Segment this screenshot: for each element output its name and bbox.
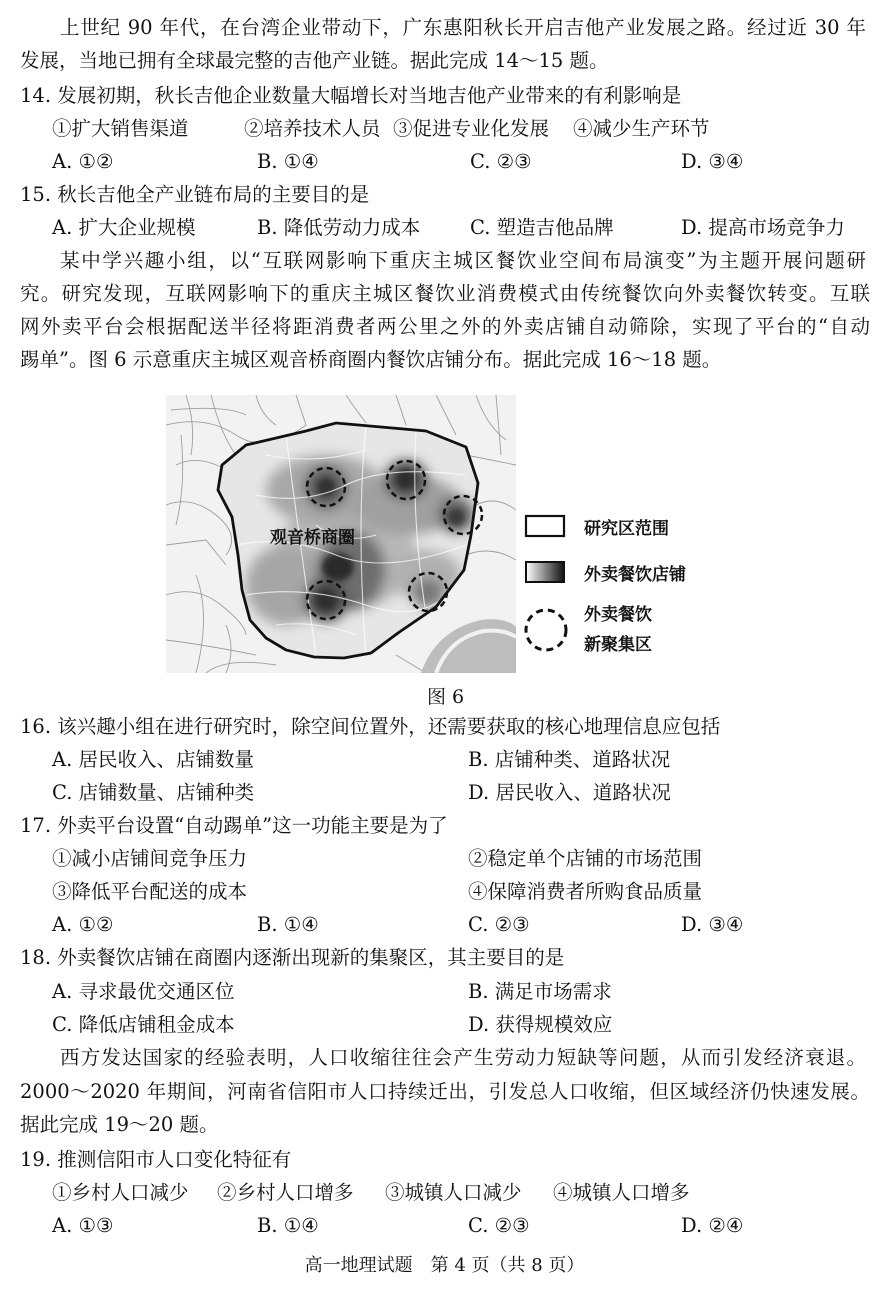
q17-item-1: ①减小店铺间竞争压力 <box>52 847 248 870</box>
intro-16-18-line2: 究。研究发现，互联网影响下的重庆主城区餐饮业消费模式由传统餐饮向外卖餐饮转变。互联 <box>20 282 870 305</box>
question-17-stem: 17. 外卖平台设置“自动踢单”这一功能主要是为了 <box>20 814 448 837</box>
figure-caption: 图 6 <box>427 686 465 708</box>
q14-option-a: A. ①② <box>52 150 114 173</box>
question-18-stem: 18. 外卖餐饮店铺在商圈内逐渐出现新的集聚区，其主要目的是 <box>20 946 565 969</box>
legend-takeaway-shop-icon <box>526 562 564 582</box>
q16-option-d: D. 居民收入、道路状况 <box>468 781 671 804</box>
q18-option-b: B. 满足市场需求 <box>468 980 612 1003</box>
legend-new-cluster-icon <box>526 610 566 650</box>
q14-item-4: ④减少生产环节 <box>573 117 710 140</box>
question-14-stem: 14. 发展初期，秋长吉他企业数量大幅增长对当地吉他产业带来的有利影响是 <box>20 84 682 107</box>
q14-option-d: D. ③④ <box>681 150 744 173</box>
q19-item-1: ①乡村人口减少 <box>52 1181 189 1204</box>
intro-14-15-line1: 上世纪 90 年代，在台湾企业带动下，广东惠阳秋长开启吉他产业发展之路。经过近 30 年 <box>60 16 866 39</box>
q19-item-2: ②乡村人口增多 <box>217 1181 354 1204</box>
q14-option-b: B. ①④ <box>257 150 319 173</box>
q19-option-a: A. ①③ <box>52 1214 114 1237</box>
legend-study-area-icon <box>526 516 564 536</box>
q19-option-c: C. ②③ <box>468 1214 530 1237</box>
q19-option-d: D. ②④ <box>681 1214 744 1237</box>
q17-option-d: D. ③④ <box>681 913 744 936</box>
legend-takeaway-shop-label: 外卖餐饮店铺 <box>584 565 686 585</box>
q17-item-2: ②稳定单个店铺的市场范围 <box>468 847 703 870</box>
q16-option-b: B. 店铺种类、道路状况 <box>468 748 671 771</box>
q16-option-a: A. 居民收入、店铺数量 <box>52 748 254 771</box>
q14-item-2: ②培养技术人员 <box>244 117 381 140</box>
intro-16-18-line3: 网外卖平台会根据配送半径将距消费者两公里之外的外卖店铺自动筛除，实现了平台的“自动 <box>20 315 870 338</box>
intro-14-15-line2: 发展，当地已拥有全球最完整的吉他产业链。据此完成 14～15 题。 <box>20 49 609 72</box>
q14-item-3: ③促进专业化发展 <box>393 117 550 140</box>
q16-option-c: C. 店铺数量、店铺种类 <box>52 781 255 804</box>
question-19-stem: 19. 推测信阳市人口变化特征有 <box>20 1148 292 1171</box>
legend-study-area-label: 研究区范围 <box>584 519 669 539</box>
map-label-guanyinqiao: 观音桥商圈 <box>270 528 355 548</box>
q14-option-c: C. ②③ <box>470 150 532 173</box>
q15-option-a: A. 扩大企业规模 <box>52 216 196 239</box>
q15-option-c: C. 塑造吉他品牌 <box>470 216 614 239</box>
q15-option-b: B. 降低劳动力成本 <box>257 216 421 239</box>
page-footer: 高一地理试题 第 4 页（共 8 页） <box>304 1255 585 1276</box>
q17-item-3: ③降低平台配送的成本 <box>52 880 248 903</box>
legend-symbols <box>523 512 573 662</box>
intro-16-18-line1: 某中学兴趣小组，以“互联网影响下重庆主城区餐饮业空间布局演变”为主题开展问题研 <box>60 249 866 272</box>
q18-option-d: D. 获得规模效应 <box>468 1013 613 1036</box>
q17-item-4: ④保障消费者所购食品质量 <box>468 880 703 903</box>
q14-item-1: ①扩大销售渠道 <box>52 117 189 140</box>
q17-option-b: B. ①④ <box>257 913 319 936</box>
figure-6-map <box>166 395 516 673</box>
intro-16-18-line4: 踢单”。图 6 示意重庆主城区观音桥商圈内餐饮店铺分布。据此完成 16～18 题。 <box>20 348 722 371</box>
question-16-stem: 16. 该兴趣小组在进行研究时，除空间位置外，还需要获取的核心地理信息应包括 <box>20 715 721 738</box>
intro-19-20-line1: 西方发达国家的经验表明，人口收缩往往会产生劳动力短缺等问题，从而引发经济衰退。 <box>60 1046 866 1069</box>
q17-option-a: A. ①② <box>52 913 114 936</box>
intro-19-20-line3: 据此完成 19～20 题。 <box>20 1113 219 1136</box>
q19-option-b: B. ①④ <box>257 1214 319 1237</box>
legend-new-cluster-label-1: 外卖餐饮 <box>584 605 652 625</box>
legend-new-cluster-label-2: 新聚集区 <box>584 635 652 655</box>
q19-item-3: ③城镇人口减少 <box>385 1181 522 1204</box>
q18-option-a: A. 寻求最优交通区位 <box>52 980 235 1003</box>
question-15-stem: 15. 秋长吉他全产业链布局的主要目的是 <box>20 183 370 206</box>
q19-item-4: ④城镇人口增多 <box>553 1181 690 1204</box>
q15-option-d: D. 提高市场竞争力 <box>681 216 845 239</box>
intro-19-20-line2: 2000～2020 年期间，河南省信阳市人口持续迁出，引发总人口收缩，但区域经济仍快速发展。 <box>20 1080 870 1103</box>
q17-option-c: C. ②③ <box>468 913 530 936</box>
q18-option-c: C. 降低店铺租金成本 <box>52 1013 235 1036</box>
